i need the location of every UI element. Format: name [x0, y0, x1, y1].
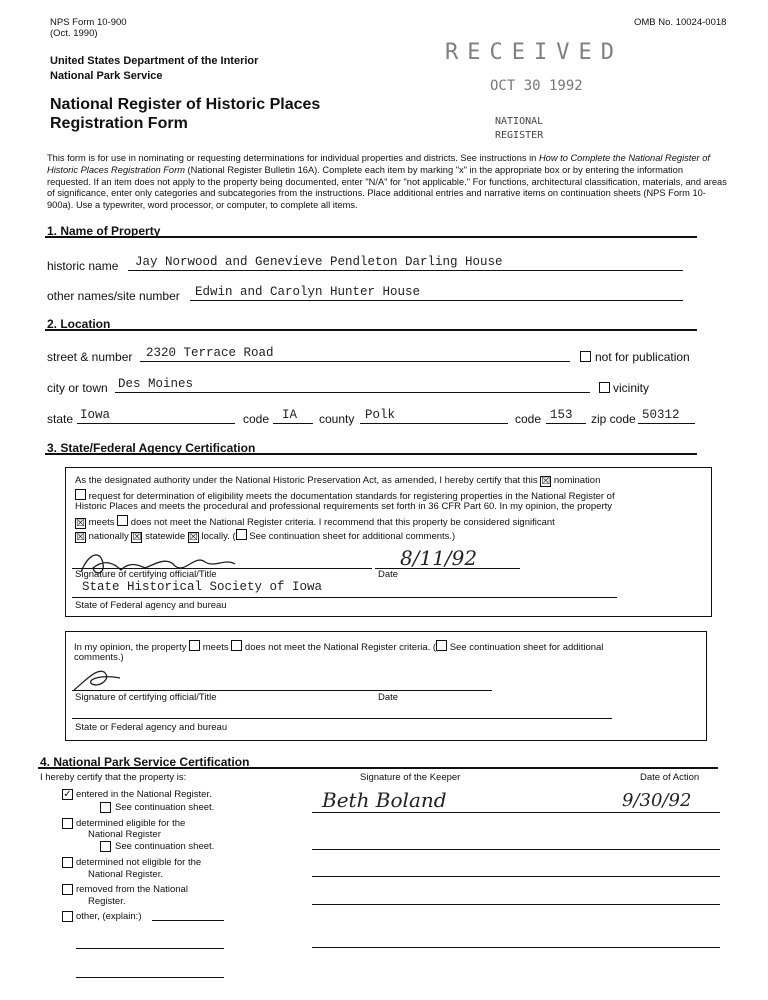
continuation-checkbox-2[interactable]	[436, 640, 447, 651]
cert-line-4	[75, 514, 555, 528]
keeper-line-2	[312, 849, 720, 850]
instructions-text-1: This form is for use in nominating or requesting determinations for individual properties and districts. See instructions in	[47, 153, 539, 163]
meets-label: meets	[88, 517, 115, 528]
nationally-checkbox[interactable]: ☒	[76, 532, 85, 543]
state-code-label: code	[243, 412, 270, 426]
agency-name[interactable]: State Historical Society of Iowa	[82, 580, 323, 594]
opinion-text-1: In my opinion, the property	[74, 642, 187, 653]
stamp-national: NATIONAL	[495, 116, 544, 127]
determined-not-eligible-checkbox[interactable]	[62, 857, 73, 868]
section-3-title: 3. State/Federal Agency Certification	[47, 441, 256, 455]
keeper-line-4	[312, 904, 720, 905]
agency-line-1	[72, 597, 617, 598]
page-subtitle: Registration Form	[50, 115, 188, 132]
page-title: National Register of Historic Places	[50, 96, 321, 113]
section-1-title: 1. Name of Property	[47, 224, 161, 238]
other-names-label: other names/site number	[47, 289, 180, 303]
cert-line-2	[75, 488, 615, 502]
city-line	[115, 392, 590, 393]
state-value[interactable]: Iowa	[80, 408, 111, 422]
continuation-label-2: See continuation sheet for additional	[449, 642, 604, 653]
keeper-signature: Beth Boland	[322, 788, 447, 812]
opinion-meets-label: meets	[202, 642, 229, 653]
nomination-label: nomination	[553, 475, 601, 486]
other-names-line	[190, 300, 683, 301]
stamp-date: OCT 30 1992	[490, 78, 583, 94]
date-label-1: Date	[378, 569, 399, 580]
state-code-line	[273, 423, 313, 424]
determined-eligible-label-2: National Register	[88, 829, 161, 840]
other-line-3	[76, 977, 224, 978]
form-date: (Oct. 1990)	[50, 28, 98, 39]
instructions-text-2: (National Register Bulletin 16A). Complete each item by marking "x" in the appropriate box or by entering the information requested. If an item does not apply to the property being documented, enter "N/A" for "not applicable." For functions, architectural classification, materials, and areas of significance, enter only categories and subcategories from the instructions. Place additional entries and narrative items on continuation sheets (NPS Form 10-900a). Use a typewriter, word processor, or computer, to complete all items.	[47, 164, 727, 211]
meets-checkbox[interactable]: ☒	[76, 518, 85, 529]
locally-checkbox[interactable]: ☒	[188, 532, 198, 543]
section-2-rule	[45, 329, 697, 331]
stamp-received-text: RECEIVED	[445, 40, 623, 65]
opinion-text-5: comments.)	[74, 652, 124, 663]
street-line	[140, 361, 570, 362]
section-2-title: 2. Location	[47, 317, 111, 331]
keeper-line-5	[312, 947, 720, 948]
date-label-2: Date	[378, 692, 399, 703]
not-for-publication-checkbox[interactable]	[580, 351, 591, 362]
state-label: state	[47, 412, 74, 426]
eligible-continuation-label: See continuation sheet.	[115, 841, 215, 852]
keeper-label: Signature of the Keeper	[360, 772, 461, 783]
vicinity-checkbox[interactable]	[599, 382, 610, 393]
city-label: city or town	[47, 381, 108, 395]
cert-text-1: As the designated authority under the National Historic Preservation Act, as amended, I hereby certify that this	[75, 475, 538, 486]
cert-line-1	[75, 475, 600, 486]
other-label: other, (explain:)	[76, 911, 142, 922]
signature-label-1: Signature of certifying official/Title	[75, 569, 217, 580]
does-not-meet-checkbox[interactable]	[117, 515, 128, 526]
entered-label: entered in the National Register.	[76, 789, 212, 800]
determined-eligible-checkbox[interactable]	[62, 818, 73, 829]
historic-name-line	[128, 270, 683, 271]
other-line-2	[76, 948, 224, 949]
service: National Park Service	[50, 70, 163, 82]
determined-not-eligible-label-2: National Register.	[88, 869, 163, 880]
street-value[interactable]: 2320 Terrace Road	[146, 346, 274, 360]
other-checkbox[interactable]	[62, 911, 73, 922]
instructions-paragraph	[47, 153, 727, 212]
significance-line	[75, 528, 455, 542]
nationally-label: nationally	[88, 531, 129, 542]
continuation-label-1: See continuation sheet for additional comments.)	[249, 531, 456, 542]
zip-line	[638, 423, 695, 424]
form-number: NPS Form 10-900	[50, 17, 127, 28]
county-code-value[interactable]: 153	[550, 408, 573, 422]
department: United States Department of the Interior	[50, 55, 259, 67]
opinion-line-1	[74, 639, 603, 653]
county-code-label: code	[515, 412, 542, 426]
cert-text-4: Historic Places and meets the procedural and professional requirements set forth in 36 CFR Part 60. In my opinion, the property	[75, 501, 613, 512]
opinion-does-not-meet-checkbox[interactable]	[231, 640, 242, 651]
entered-continuation-checkbox[interactable]	[100, 802, 111, 813]
city-value[interactable]: Des Moines	[118, 377, 194, 391]
county-line	[360, 423, 508, 424]
entered-continuation-label: See continuation sheet.	[115, 802, 215, 813]
determined-not-eligible-label-1: determined not eligible for the	[76, 857, 202, 868]
other-line-1	[152, 920, 224, 921]
action-date: 9/30/92	[622, 790, 692, 811]
county-label: county	[319, 412, 355, 426]
historic-name-value[interactable]: Jay Norwood and Genevieve Pendleton Darling House	[135, 255, 503, 269]
continuation-checkbox-1[interactable]	[236, 529, 247, 540]
historic-name-label: historic name	[47, 259, 119, 273]
section-4-title: 4. National Park Service Certification	[40, 755, 250, 769]
county-value[interactable]: Polk	[365, 408, 396, 422]
certify-label: I hereby certify that the property is:	[40, 772, 187, 783]
statewide-label: statewide	[145, 531, 186, 542]
not-for-publication-label: not for publication	[595, 350, 690, 364]
agency-line-2	[72, 718, 612, 719]
certification-date: 8/11/92	[400, 546, 478, 570]
request-checkbox[interactable]	[75, 489, 86, 500]
zip-value[interactable]: 50312	[642, 408, 680, 422]
keeper-line-3	[312, 876, 720, 877]
agency-label-1: State of Federal agency and bureau	[75, 600, 227, 611]
omb-number: OMB No. 10024-0018	[634, 17, 727, 28]
removed-label-1: removed from the National	[76, 884, 188, 895]
nomination-checkbox[interactable]: ☒	[541, 476, 551, 487]
entered-checkbox[interactable]: ✓	[63, 789, 72, 800]
other-names-value[interactable]: Edwin and Carolyn Hunter House	[195, 285, 421, 299]
vicinity-label: vicinity	[613, 381, 650, 395]
state-line	[77, 423, 235, 424]
cert-text-3: request for determination of eligibility meets the documentation standards for registering properties in the National Register of	[88, 491, 615, 502]
signature-label-2: Signature of certifying official/Title	[75, 692, 217, 703]
locally-label: locally. (	[201, 531, 236, 542]
stamp-register: REGISTER	[495, 130, 544, 141]
zip-label: zip code	[591, 412, 636, 426]
agency-label-2: State or Federal agency and bureau	[75, 722, 228, 733]
county-code-line	[546, 423, 586, 424]
statewide-checkbox[interactable]: ☒	[132, 532, 142, 543]
keeper-line-1	[312, 812, 720, 813]
action-date-label: Date of Action	[640, 772, 700, 783]
state-code-value[interactable]: IA	[282, 408, 298, 422]
signature-line-2	[72, 690, 492, 691]
removed-checkbox[interactable]	[62, 884, 73, 895]
determined-eligible-label-1: determined eligible for the	[76, 818, 186, 829]
removed-label-2: Register.	[88, 896, 126, 907]
instructions-title: How to Complete the National Register of Historic Places Registration Form	[47, 153, 710, 175]
opinion-meets-checkbox[interactable]	[189, 640, 200, 651]
street-label: street & number	[47, 350, 133, 364]
cert-text-6: does not meet the National Register criteria. I recommend that this property be considered significant	[130, 517, 555, 528]
opinion-text-3: does not meet the National Register criteria. (	[244, 642, 437, 653]
eligible-continuation-checkbox[interactable]	[100, 841, 111, 852]
